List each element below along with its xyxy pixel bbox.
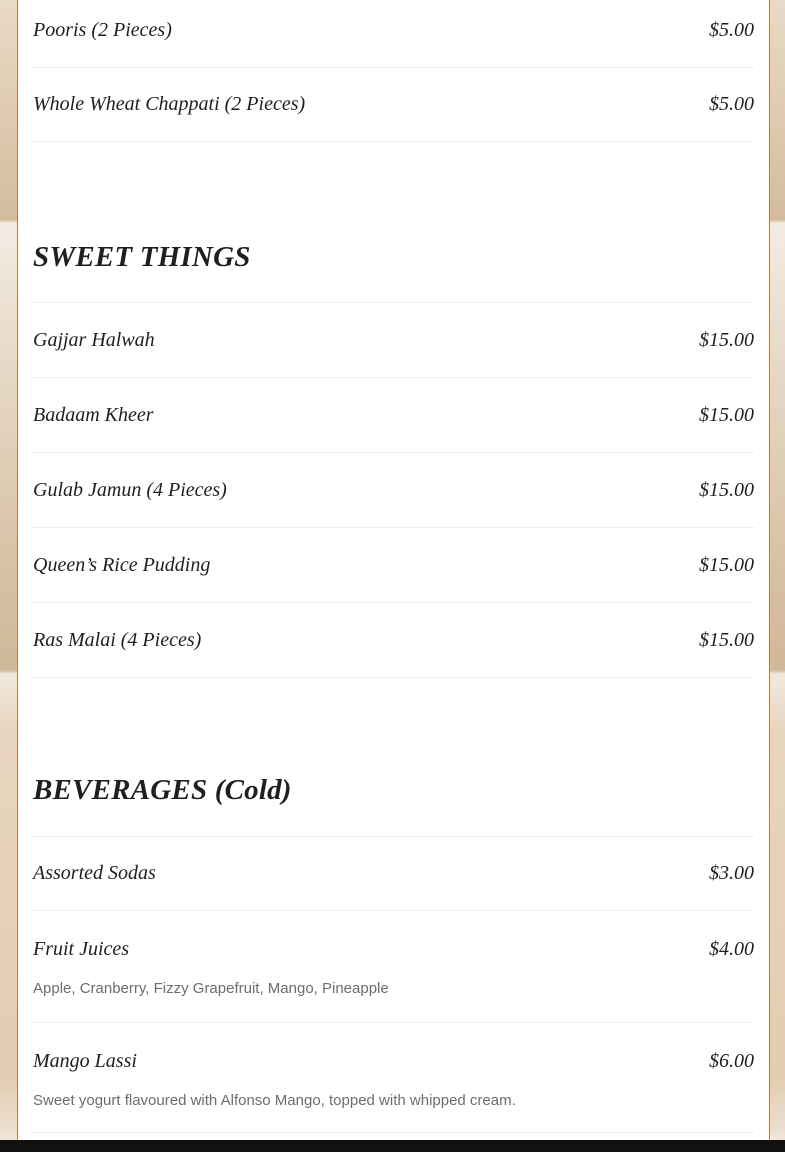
section-spacer — [18, 142, 769, 222]
item-price: $15.00 — [699, 328, 754, 351]
section-header-row — [33, 760, 754, 837]
item-price: $15.00 — [699, 403, 754, 426]
item-name: Pooris (2 Pieces) — [33, 19, 172, 41]
section-spacer — [18, 678, 769, 760]
item-description: Sweet yogurt flavoured with Alfonso Mango, topped with whipped cream. — [33, 1092, 516, 1109]
menu-item-row — [33, 911, 754, 1023]
item-name: Mango Lassi — [33, 1049, 137, 1072]
item-description: Apple, Cranberry, Fizzy Grapefruit, Mango, Pineapple — [33, 980, 389, 997]
menu-item-row — [33, 528, 754, 603]
section-header-row — [33, 222, 754, 303]
item-price: $15.00 — [699, 478, 754, 501]
menu-item-row — [33, 603, 754, 678]
item-name: Whole Wheat Chappati (2 Pieces) — [33, 93, 306, 115]
item-name: Ras Malai (4 Pieces) — [33, 628, 202, 651]
section-title: SWEET THINGS — [33, 240, 251, 273]
menu-item-row — [33, 303, 754, 378]
menu-item-row — [33, 1023, 754, 1133]
item-price: $6.00 — [709, 1049, 754, 1072]
menu-item-row — [33, 378, 754, 453]
item-price: $4.00 — [709, 937, 754, 960]
menu-item-row — [33, 837, 754, 911]
item-name: Assorted Sodas — [33, 862, 156, 884]
item-name: Queen’s Rice Pudding — [33, 553, 211, 576]
item-name: Badaam Kheer — [33, 403, 154, 426]
item-price: $3.00 — [709, 862, 754, 884]
item-name: Gajjar Halwah — [33, 328, 155, 351]
item-price: $15.00 — [699, 628, 754, 651]
item-price: $15.00 — [699, 553, 754, 576]
menu-item-row — [33, 453, 754, 528]
footer-bar — [0, 1140, 785, 1152]
item-name: Fruit Juices — [33, 937, 130, 960]
item-price: $5.00 — [709, 93, 754, 115]
item-name: Gulab Jamun (4 Pieces) — [33, 478, 227, 501]
menu-item-row — [33, 68, 754, 142]
item-price: $5.00 — [709, 19, 754, 41]
menu-item-row — [33, 0, 754, 68]
menu-content-column — [17, 0, 770, 1140]
section-title: BEVERAGES (Cold) — [33, 773, 292, 806]
